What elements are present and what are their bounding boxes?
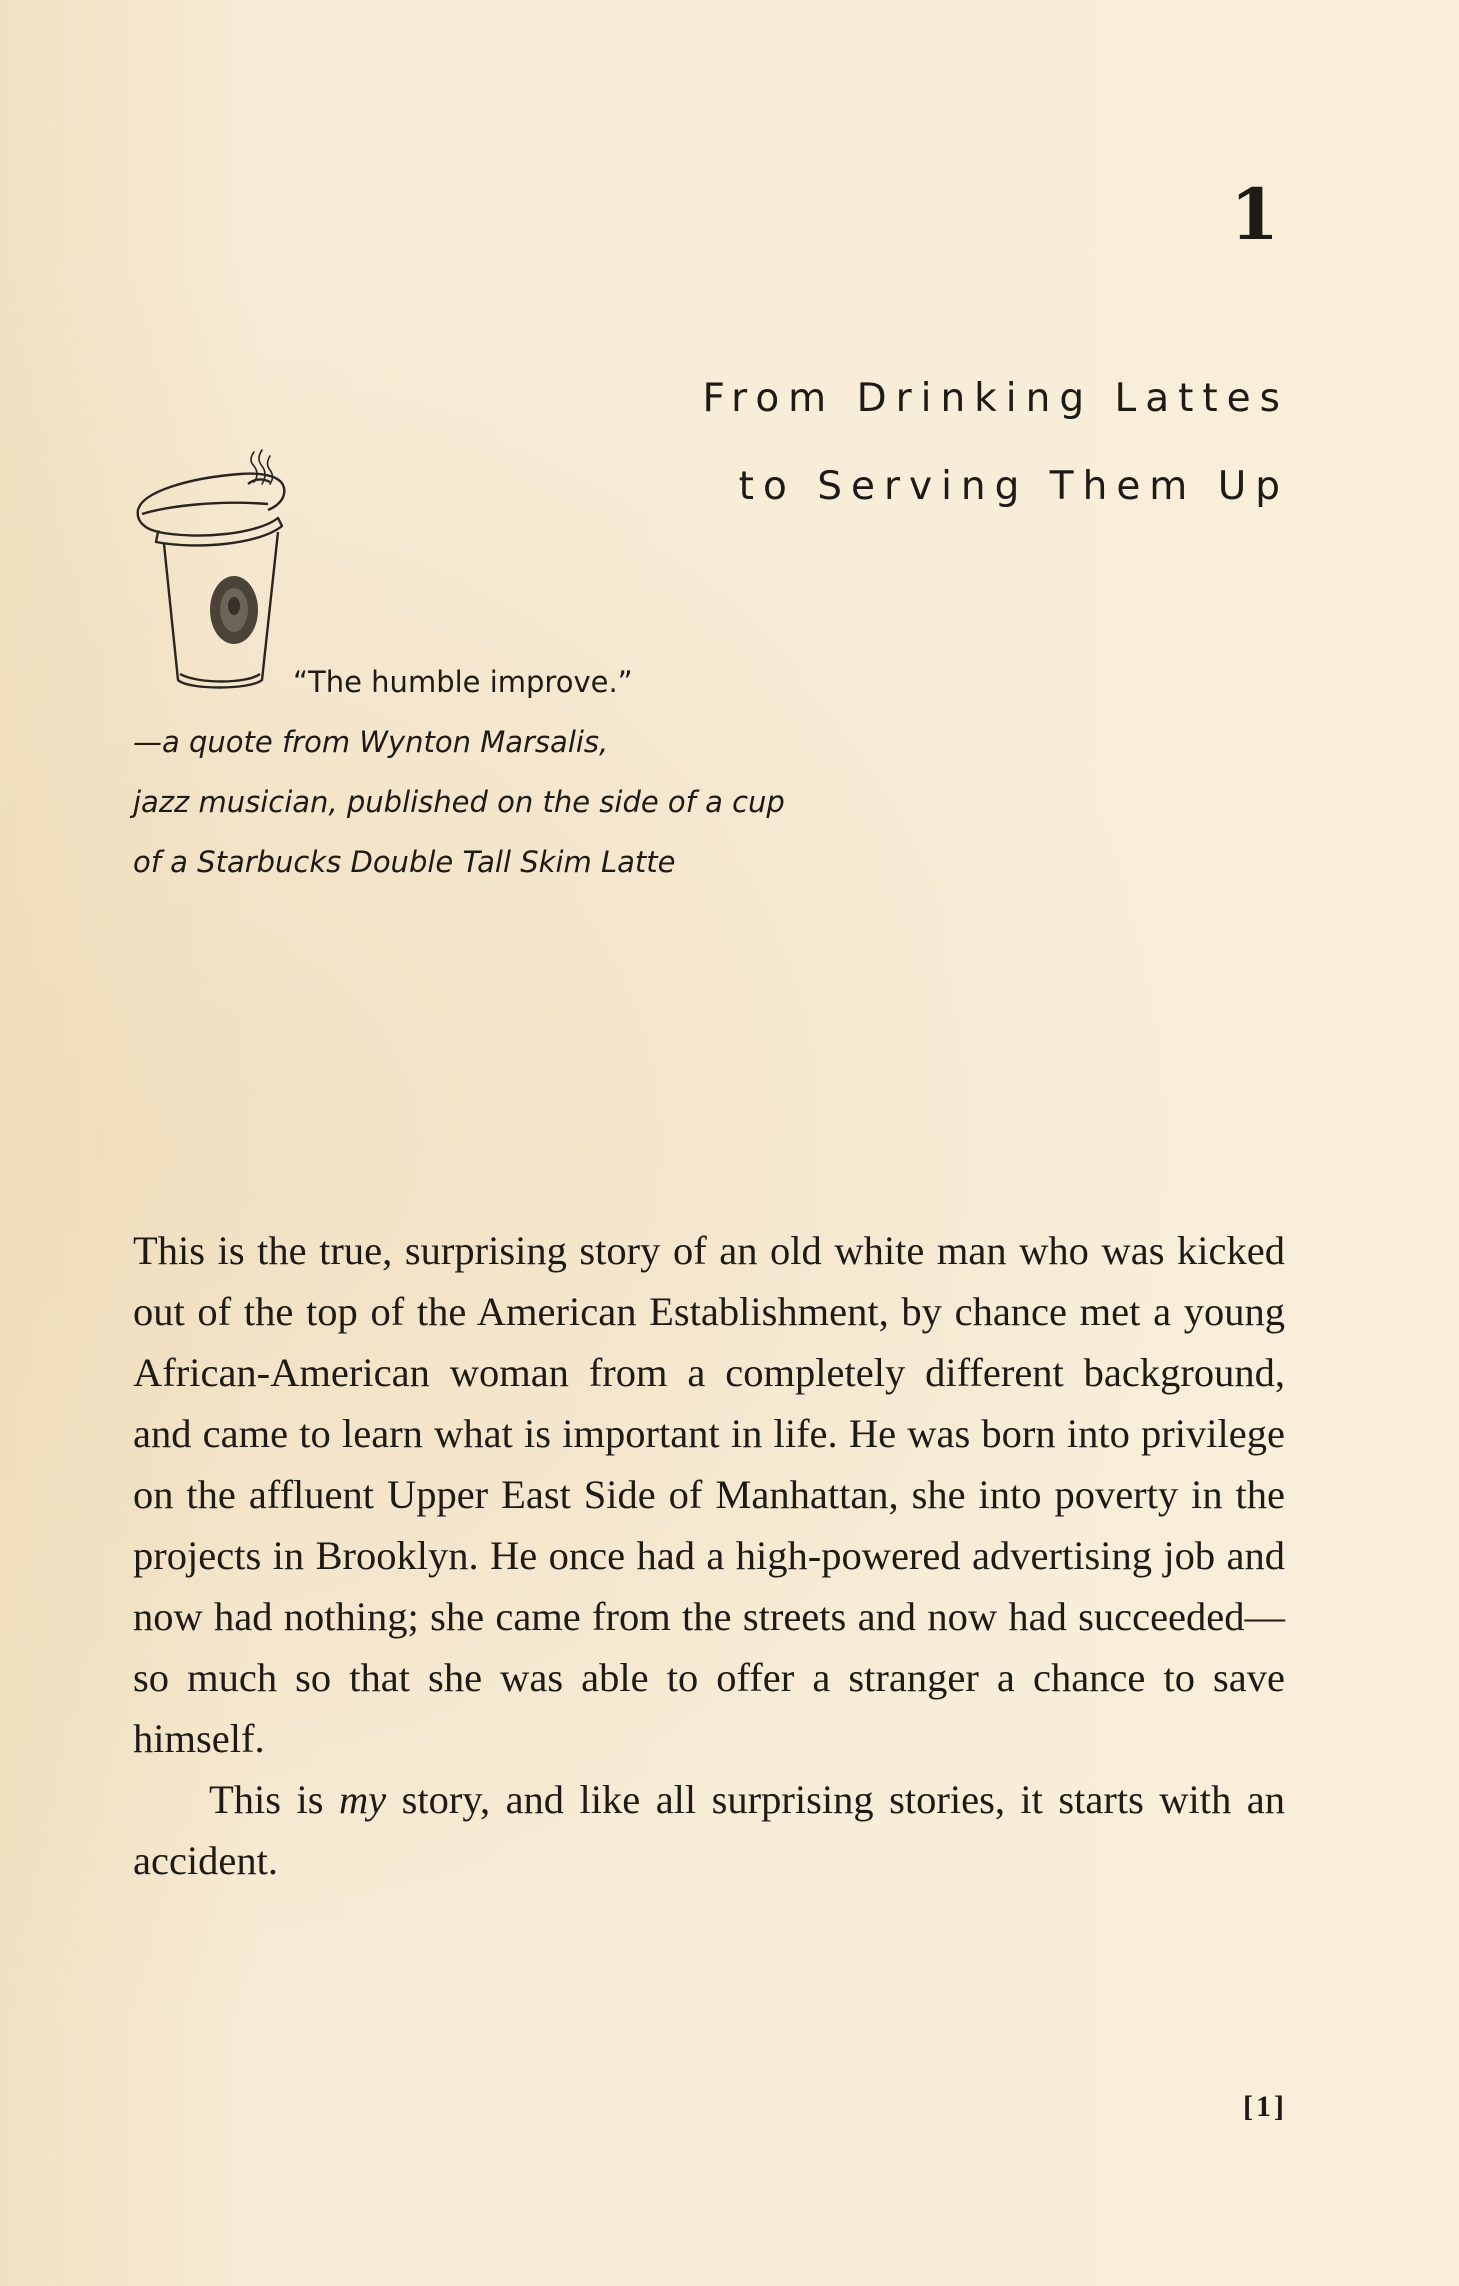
epigraph-attribution-line-2: jazz musician, published on the side of a cup xyxy=(133,785,785,819)
epigraph xyxy=(133,652,785,892)
paragraph-2-end: story, and like all surprising stories, it starts with an accident. xyxy=(133,1777,1285,1883)
epigraph-quote: “The humble improve.” xyxy=(293,665,633,699)
body-paragraph-1: This is the true, surprising story of an old white man who was kicked out of the top of the American Establishment, by chance met a young African-American woman from a completely different background, and came to learn what is important in life. He was born into privilege on the affluent Upper East Side of Manhattan, she into poverty in the projects in Brooklyn. He once had a high-powered advertising job and now had nothing; she came from the streets and now had succeeded—so much so that she was able to offer a stranger a chance to save himself. xyxy=(133,1228,1285,1761)
epigraph-attribution-line-1: —a quote from Wynton Marsalis, xyxy=(133,725,609,759)
paragraph-2-start: This is xyxy=(209,1777,339,1822)
chapter-title xyxy=(703,355,1289,531)
chapter-title-line-2: to Serving Them Up xyxy=(738,464,1289,509)
body-text xyxy=(133,1220,1285,1891)
chapter-title-line-1: From Drinking Lattes xyxy=(702,376,1289,421)
chapter-number: 1 xyxy=(1230,173,1279,256)
body-paragraph-2 xyxy=(133,1769,1285,1891)
page-number: [1] xyxy=(1243,2090,1287,2123)
epigraph-attribution-line-3: of a Starbucks Double Tall Skim Latte xyxy=(133,845,676,879)
paragraph-2-emphasis: my xyxy=(338,1777,387,1822)
